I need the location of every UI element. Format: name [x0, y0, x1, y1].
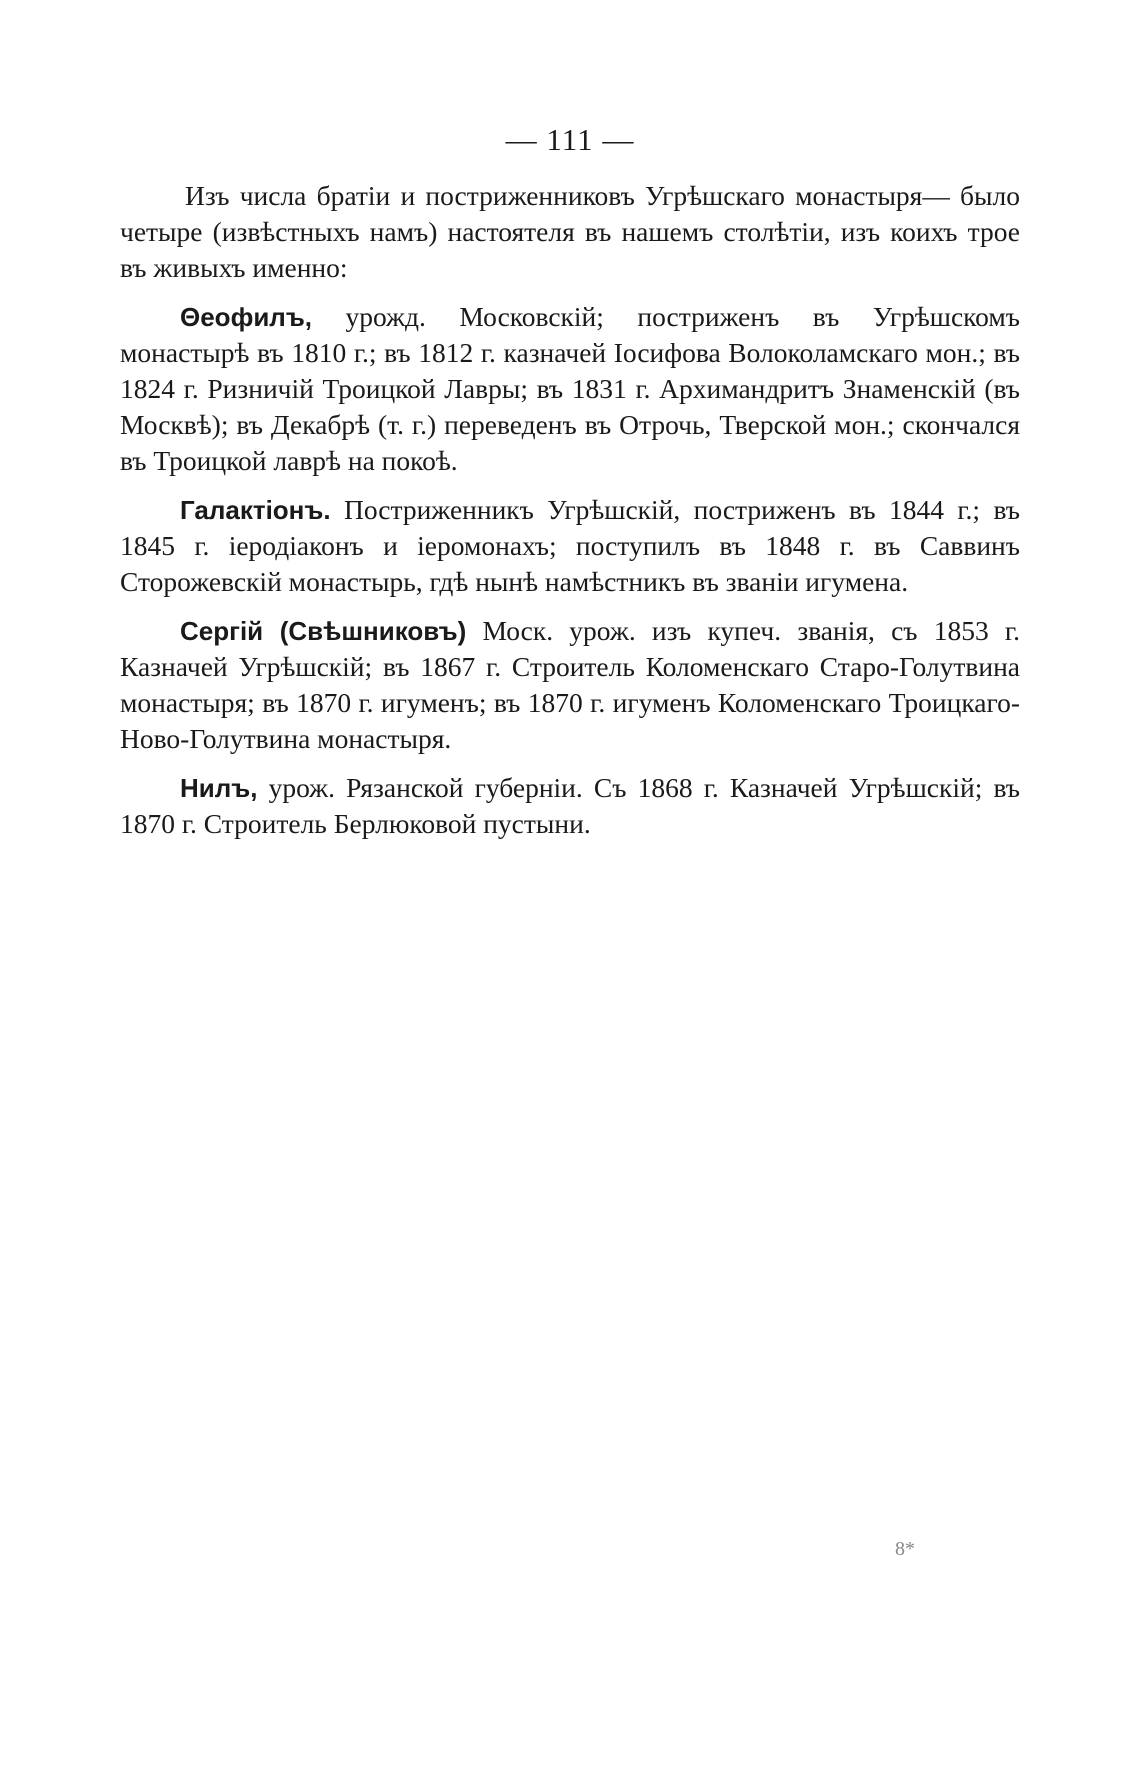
page-number: — 111 —	[505, 122, 635, 157]
entry-text: Постриженникъ Угрѣшскій, постриженъ въ 1844 г.; въ 1845 г. іеродіаконъ и іеромонахъ; поступилъ въ 1848 г. въ Саввинъ Сторожевскій монастырь, гдѣ нынѣ намѣстникъ въ званіи игумена.	[120, 494, 1020, 597]
entry-name: Сергій (Свѣшниковъ)	[180, 616, 467, 646]
entry-text: урож. Рязанской губерніи. Съ 1868 г. Казначей Угрѣшскій; въ 1870 г. Строитель Берлюковой пустыни.	[120, 772, 1020, 839]
entry-paragraph-nil	[120, 770, 1020, 842]
entry-text: урожд. Московскій; постриженъ въ Угрѣшскомъ монастырѣ въ 1810 г.; въ 1812 г. казначей Іосифова Волоколамскаго мон.; въ 1824 г. Ризничій Троицкой Лавры; въ 1831 г. Архимандритъ Знаменскій (въ Москвѣ); въ Декабрѣ (т. г.) переведенъ въ Отрочь, Тверской мон.; скончался въ Троицкой лаврѣ на покоѣ.	[120, 301, 1020, 476]
entry-paragraph-theophil	[120, 299, 1020, 479]
entry-name: Θеофилъ,	[180, 302, 312, 332]
paragraph-text: Изъ числа братіи и постриженниковъ Угрѣшскаго монастыря— было четыре (извѣстныхъ намъ) настоятеля въ нашемъ столѣтіи, изъ коихъ трое въ живыхъ именно:	[120, 180, 1020, 283]
entry-paragraph-galaktion	[120, 492, 1020, 600]
entry-name: Нилъ,	[180, 773, 258, 803]
entry-paragraph-sergiy	[120, 613, 1020, 757]
signature-mark: 8*	[895, 1538, 915, 1560]
entry-text: Моск. урож. изъ купеч. званія, съ 1853 г. Казначей Угрѣшскій; въ 1867 г. Строитель Коломенскаго Старо-Голутвина монастыря; въ 1870 г. игуменъ; въ 1870 г. игуменъ Коломенскаго Троицкаго-Ново-Голутвина монастыря.	[120, 615, 1020, 754]
text-body	[120, 178, 1020, 855]
intro-paragraph	[120, 178, 1020, 286]
entry-name: Галактіонъ.	[180, 495, 331, 525]
